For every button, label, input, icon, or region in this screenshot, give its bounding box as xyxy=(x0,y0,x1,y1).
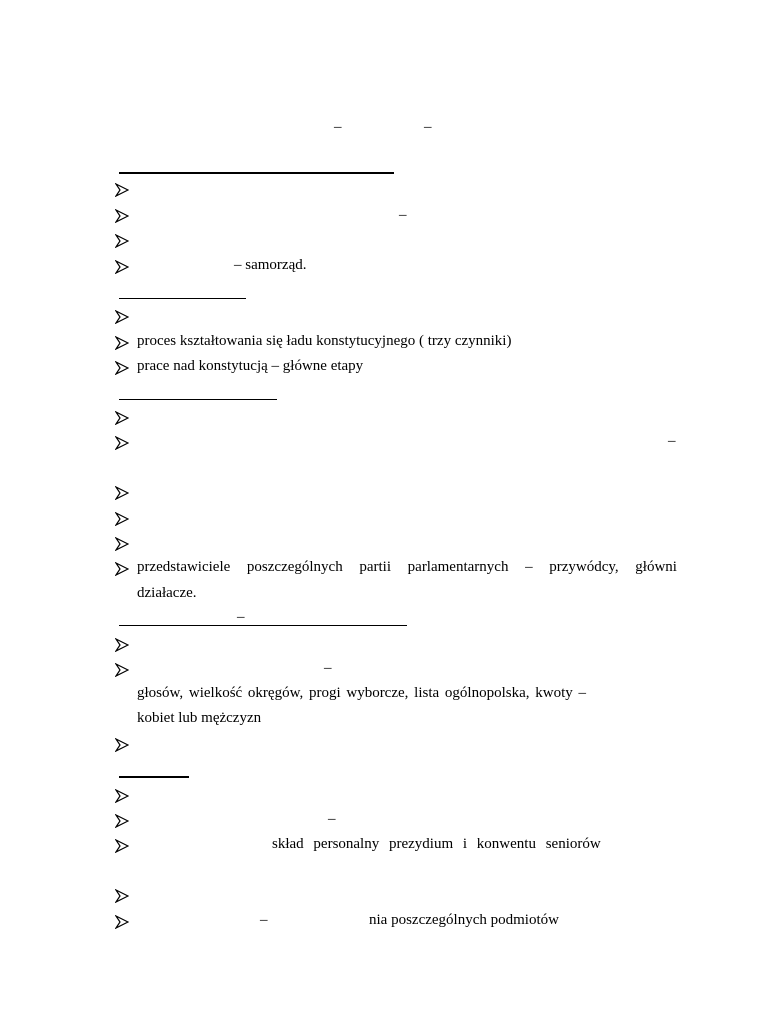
section3-continuation: działacze. xyxy=(137,585,197,601)
arrow-bullet-icon xyxy=(115,562,129,576)
section2-heading-underline xyxy=(119,298,246,299)
arrow-bullet-icon xyxy=(115,260,129,274)
arrow-bullet-icon xyxy=(115,789,129,803)
section1-heading-underline xyxy=(119,172,394,174)
section1-item-4-text: – samorząd. xyxy=(234,257,307,273)
arrow-bullet-icon xyxy=(115,310,129,324)
arrow-bullet-icon xyxy=(115,814,129,828)
header-dash-left: – xyxy=(334,119,342,135)
arrow-bullet-icon xyxy=(115,663,129,677)
arrow-bullet-icon xyxy=(115,738,129,752)
arrow-bullet-icon xyxy=(115,839,129,853)
word: – xyxy=(525,559,533,575)
arrow-bullet-icon xyxy=(115,436,129,450)
arrow-bullet-icon xyxy=(115,512,129,526)
section4-item-2-text: – xyxy=(324,660,332,676)
arrow-bullet-icon xyxy=(115,361,129,375)
section4-heading-dash: – xyxy=(237,609,245,625)
arrow-bullet-icon xyxy=(115,889,129,903)
word: przywódcy, xyxy=(549,559,619,575)
arrow-bullet-icon xyxy=(115,411,129,425)
header-dash-right: – xyxy=(424,119,432,135)
word: partii xyxy=(359,559,392,575)
section3-justified-line xyxy=(137,559,677,576)
section2-item-2-text: proces kształtowania się ładu konstytucyjnego ( trzy czynniki) xyxy=(137,333,512,349)
arrow-bullet-icon xyxy=(115,183,129,197)
arrow-bullet-icon xyxy=(115,638,129,652)
section4-item-2-line2: głosów, wielkość okręgów, progi wyborcze, lista ogólnopolska, kwoty – xyxy=(137,685,586,701)
section5-item-5-text: – xyxy=(260,912,268,928)
word: przedstawiciele xyxy=(137,559,231,575)
arrow-bullet-icon xyxy=(115,537,129,551)
section2-item-3-text: prace nad konstytucją – główne etapy xyxy=(137,358,364,374)
section4-item-2-line3: kobiet lub mężczyzn xyxy=(137,710,262,726)
section1-item-2-text: – xyxy=(399,207,407,223)
section3-item-2-text: – xyxy=(668,433,676,449)
arrow-bullet-icon xyxy=(115,336,129,350)
word: parlamentarnych xyxy=(407,559,509,575)
arrow-bullet-icon xyxy=(115,915,129,929)
word: poszczególnych xyxy=(246,559,343,575)
section4-heading-underline xyxy=(119,625,407,626)
arrow-bullet-icon xyxy=(115,234,129,248)
section5-item-5-tail: nia poszczególnych podmiotów xyxy=(369,912,559,928)
word: główni xyxy=(635,559,677,575)
section5-heading-underline xyxy=(119,776,189,778)
section5-item-2-text: – xyxy=(328,811,336,827)
section5-item-3-text: skład personalny prezydium i konwentu seniorów xyxy=(272,836,601,852)
arrow-bullet-icon xyxy=(115,209,129,223)
arrow-bullet-icon xyxy=(115,486,129,500)
section3-heading-underline xyxy=(119,399,277,400)
